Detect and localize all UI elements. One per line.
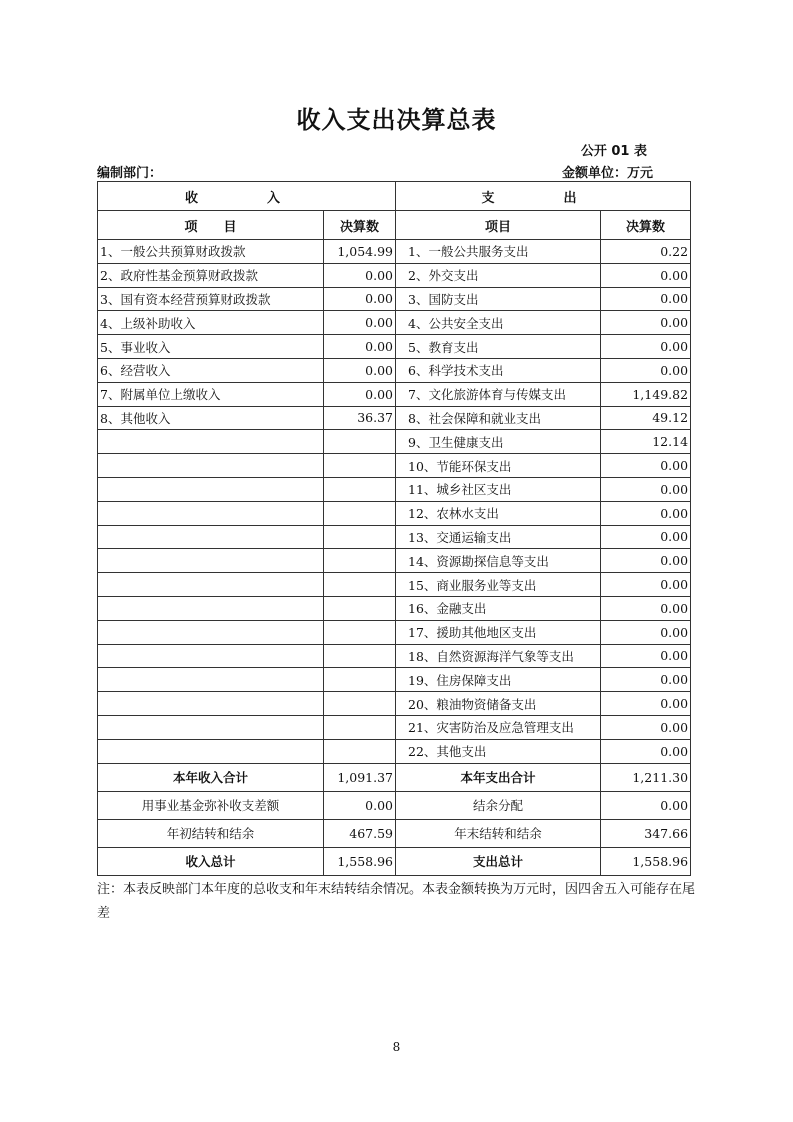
expense-amount: 0.00 [601, 525, 691, 549]
summary-row [98, 819, 691, 847]
expense-item: 13、交通运输支出 [396, 525, 601, 549]
expense-amount: 0.00 [601, 739, 691, 763]
income-item: 7、附属单位上缴收入 [98, 382, 324, 406]
table-row [98, 240, 691, 264]
income-item: 6、经营收入 [98, 358, 324, 382]
income-item: 8、其他收入 [98, 406, 324, 430]
income-amount: 0.00 [324, 382, 396, 406]
expense-item: 2、外交支出 [396, 263, 601, 287]
income-amount: 1,054.99 [324, 240, 396, 264]
income-amount [324, 644, 396, 668]
income-amount [324, 525, 396, 549]
expense-amount: 0.00 [601, 549, 691, 573]
expense-amount: 0.00 [601, 454, 691, 478]
table-row [98, 358, 691, 382]
department-label: 编制部门： [97, 166, 163, 181]
expense-amount: 0.00 [601, 263, 691, 287]
expense-amount: 1,149.82 [601, 382, 691, 406]
table-row [98, 644, 691, 668]
page-title: 收入支出决算总表 [296, 106, 497, 134]
summary-income-amount: 467.59 [324, 819, 396, 847]
expense-amount: 0.00 [601, 620, 691, 644]
expense-amount: 12.14 [601, 430, 691, 454]
table-row [98, 287, 691, 311]
expense-item: 20、粮油物资储备支出 [396, 692, 601, 716]
income-header: 收 入 [98, 182, 396, 211]
summary-income-amount: 1,558.96 [324, 847, 396, 875]
expense-item-header: 项目 [396, 211, 601, 240]
expense-item: 11、城乡社区支出 [396, 477, 601, 501]
expense-item: 17、援助其他地区支出 [396, 620, 601, 644]
income-amount [324, 573, 396, 597]
summary-expense-amount: 1,558.96 [601, 847, 691, 875]
table-row [98, 525, 691, 549]
summary-row [98, 791, 691, 819]
income-amount: 0.00 [324, 335, 396, 359]
income-amount [324, 477, 396, 501]
income-item [98, 573, 324, 597]
income-item [98, 644, 324, 668]
income-item [98, 692, 324, 716]
income-amount [324, 596, 396, 620]
expense-header: 支 出 [396, 182, 691, 211]
expense-amount: 0.00 [601, 287, 691, 311]
expense-item: 22、其他支出 [396, 739, 601, 763]
summary-expense-amount: 0.00 [601, 791, 691, 819]
income-amount [324, 620, 396, 644]
expense-item: 1、一般公共服务支出 [396, 240, 601, 264]
footnote: 注：本表反映部门本年度的总收支和年末结转结余情况。本表金额转换为万元时，因四舍五入可能存在尾差 [97, 882, 696, 921]
table-row [98, 501, 691, 525]
table-row [98, 406, 691, 430]
table-row [98, 454, 691, 478]
income-amount [324, 430, 396, 454]
expense-item: 3、国防支出 [396, 287, 601, 311]
income-item [98, 477, 324, 501]
income-item-header: 项 目 [98, 211, 324, 240]
summary-income-label: 年初结转和结余 [98, 819, 324, 847]
budget-table [97, 181, 691, 876]
expense-amount: 0.00 [601, 358, 691, 382]
income-amount: 0.00 [324, 263, 396, 287]
unit-label: 金额单位：万元 [561, 166, 653, 181]
expense-amount: 49.12 [601, 406, 691, 430]
table-row [98, 335, 691, 359]
expense-amount: 0.00 [601, 668, 691, 692]
income-amount [324, 454, 396, 478]
expense-amount: 0.00 [601, 311, 691, 335]
table-row [98, 692, 691, 716]
expense-amount: 0.00 [601, 335, 691, 359]
expense-item: 15、商业服务业等支出 [396, 573, 601, 597]
expense-item: 18、自然资源海洋气象等支出 [396, 644, 601, 668]
expense-item: 8、社会保障和就业支出 [396, 406, 601, 430]
expense-item: 7、文化旅游体育与传媒支出 [396, 382, 601, 406]
summary-row [98, 847, 691, 875]
income-amount [324, 549, 396, 573]
header-row-1 [98, 182, 691, 211]
summary-income-label: 本年收入合计 [98, 763, 324, 791]
income-item: 2、政府性基金预算财政拨款 [98, 263, 324, 287]
income-item [98, 739, 324, 763]
income-item: 4、上级补助收入 [98, 311, 324, 335]
income-item [98, 549, 324, 573]
form-number: 公开 01 表 [580, 144, 647, 159]
expense-amount: 0.00 [601, 596, 691, 620]
expense-amount: 0.00 [601, 573, 691, 597]
summary-expense-label: 结余分配 [396, 791, 601, 819]
summary-income-label: 收入总计 [98, 847, 324, 875]
income-amount: 0.00 [324, 287, 396, 311]
income-amount [324, 739, 396, 763]
expense-amount: 0.00 [601, 715, 691, 739]
expense-item: 16、金融支出 [396, 596, 601, 620]
expense-amount: 0.22 [601, 240, 691, 264]
expense-item: 19、住房保障支出 [396, 668, 601, 692]
table-row [98, 596, 691, 620]
table-row [98, 620, 691, 644]
table-row [98, 668, 691, 692]
expense-amount-header: 决算数 [601, 211, 691, 240]
summary-expense-label: 年末结转和结余 [396, 819, 601, 847]
income-item [98, 525, 324, 549]
table-row [98, 739, 691, 763]
income-amount [324, 715, 396, 739]
income-amount: 0.00 [324, 358, 396, 382]
income-amount [324, 692, 396, 716]
table-row [98, 430, 691, 454]
summary-row [98, 763, 691, 791]
header-row-2 [98, 211, 691, 240]
expense-amount: 0.00 [601, 644, 691, 668]
expense-item: 10、节能环保支出 [396, 454, 601, 478]
table-row [98, 549, 691, 573]
income-amount [324, 501, 396, 525]
table-row [98, 477, 691, 501]
income-item [98, 668, 324, 692]
table-row [98, 263, 691, 287]
income-item [98, 454, 324, 478]
summary-income-label: 用事业基金弥补收支差额 [98, 791, 324, 819]
summary-expense-label: 支出总计 [396, 847, 601, 875]
table-row [98, 311, 691, 335]
summary-income-amount: 1,091.37 [324, 763, 396, 791]
page-number: 8 [392, 1040, 401, 1054]
income-amount: 36.37 [324, 406, 396, 430]
income-item: 1、一般公共预算财政拨款 [98, 240, 324, 264]
income-item: 5、事业收入 [98, 335, 324, 359]
expense-item: 6、科学技术支出 [396, 358, 601, 382]
income-amount [324, 668, 396, 692]
expense-item: 21、灾害防治及应急管理支出 [396, 715, 601, 739]
table-row [98, 715, 691, 739]
expense-item: 12、农林水支出 [396, 501, 601, 525]
income-item [98, 430, 324, 454]
income-amount-header: 决算数 [324, 211, 396, 240]
income-item [98, 620, 324, 644]
expense-item: 9、卫生健康支出 [396, 430, 601, 454]
summary-expense-label: 本年支出合计 [396, 763, 601, 791]
income-amount: 0.00 [324, 311, 396, 335]
income-item [98, 715, 324, 739]
expense-amount: 0.00 [601, 477, 691, 501]
table-row [98, 573, 691, 597]
expense-amount: 0.00 [601, 692, 691, 716]
summary-income-amount: 0.00 [324, 791, 396, 819]
table-row [98, 382, 691, 406]
summary-expense-amount: 1,211.30 [601, 763, 691, 791]
expense-item: 5、教育支出 [396, 335, 601, 359]
summary-expense-amount: 347.66 [601, 819, 691, 847]
income-item [98, 501, 324, 525]
expense-amount: 0.00 [601, 501, 691, 525]
expense-item: 4、公共安全支出 [396, 311, 601, 335]
expense-item: 14、资源勘探信息等支出 [396, 549, 601, 573]
income-item [98, 596, 324, 620]
income-item: 3、国有资本经营预算财政拨款 [98, 287, 324, 311]
